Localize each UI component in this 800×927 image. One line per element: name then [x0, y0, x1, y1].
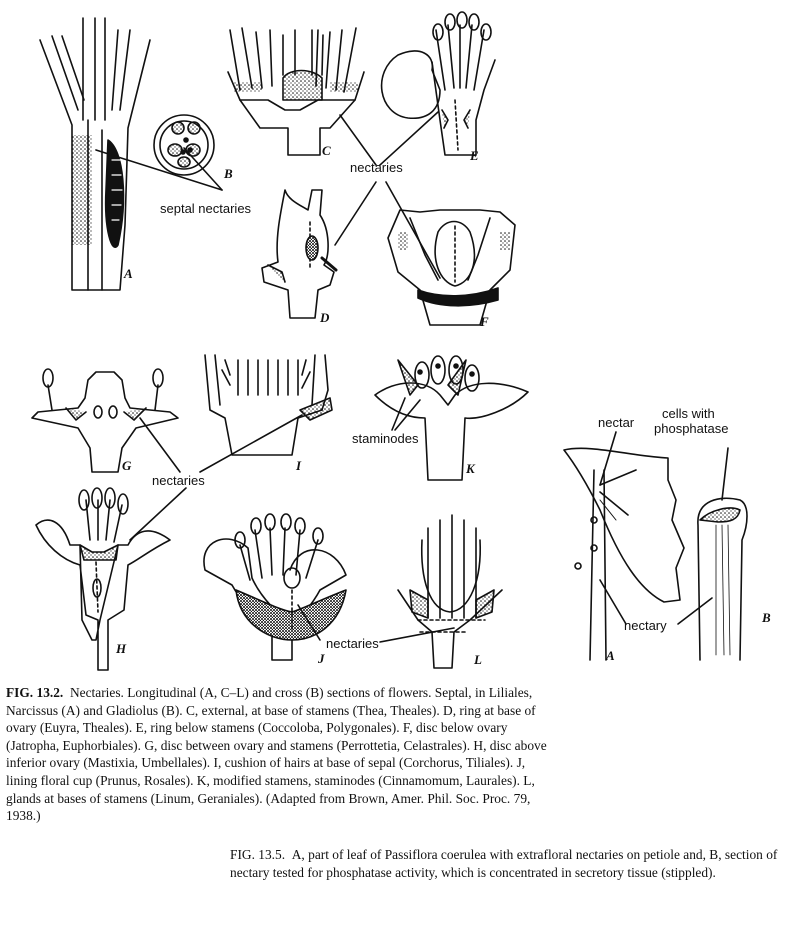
panel-c-drawing: [228, 28, 364, 155]
label-nectary: nectary: [624, 618, 667, 633]
panel-letter-j: J: [318, 651, 325, 666]
panel-letter-h: H: [116, 641, 127, 656]
label-septal-nectaries: septal nectaries: [160, 201, 252, 216]
panel-j-drawing: [204, 514, 346, 660]
panel-b-drawing: [154, 115, 214, 175]
label-staminodes: staminodes: [352, 431, 419, 446]
panel-e-drawing: [382, 12, 495, 155]
panel-letter-l: L: [474, 652, 482, 667]
panel-letter-d: D: [320, 310, 330, 325]
caption-label: FIG. 13.5.: [230, 847, 286, 862]
label-cells-with: cells with: [662, 406, 715, 421]
panel-h-drawing: [36, 488, 170, 670]
label-phosphatase: phosphatase: [654, 421, 729, 436]
label-nectaries-middle: nectaries: [152, 473, 205, 488]
panel-l-drawing: [398, 515, 502, 668]
panel-letter-f: F: [480, 314, 489, 329]
panel-k-drawing: [375, 356, 528, 480]
caption-label: FIG. 13.2.: [6, 685, 64, 700]
panel-d-drawing: [262, 190, 336, 318]
right-panel-b-drawing: [698, 448, 747, 660]
panel-letter-e: E: [470, 148, 479, 163]
right-panel-letter-b: B: [762, 610, 771, 625]
panel-letter-a: A: [124, 266, 133, 281]
panel-letter-k: K: [466, 461, 475, 476]
figure-caption-13-5: [230, 846, 792, 881]
caption-text: A, part of leaf of Passiflora coerulea with extrafloral nectaries on petiole and, B, section of nectary tested for phosphatase activity, which is concentrated in secretory tissue (stippled).: [230, 847, 778, 880]
label-nectar: nectar: [598, 415, 635, 430]
panel-i-drawing: [205, 355, 332, 455]
caption-text: Nectaries. Longitudinal (A, C–L) and cross (B) sections of flowers. Septal, in Liliales, Narcissus (A) and Gladiolus (B). C, external, at base of stamens (Thea, Theales). D, ring at base of ovary (Euyra, Theales). E, ring below stamens (Coccoloba, Polygonales). F, disc below ovary (Jatropha, Euphorbiales). G, disc between ovary and stamens (Perrottetia, Celastrales). H, disc above inferior ovary (Mastixia, Umbellales). I, cushion of hairs at base of sepal (Corchorus, Tiliales). J, lining floral cup (Prunus, Rosales). K, modified stamens, staminodes (Cinnamomum, Laurales). L, glands at bases of stamens (Linum, Geraniales). (Adapted from Brown, Amer. Phil. Soc. Proc. 79, 1938.): [6, 685, 547, 824]
panel-f-drawing: [388, 210, 515, 325]
panel-letter-g: G: [122, 458, 132, 473]
panel-a-drawing: [40, 18, 150, 290]
right-panel-letter-a: A: [606, 648, 615, 663]
label-nectaries-top: nectaries: [350, 160, 403, 175]
panel-g-drawing: [32, 369, 178, 472]
panel-letter-i: I: [296, 458, 302, 473]
figure-caption-13-2: [6, 684, 558, 825]
panel-letter-b: B: [224, 166, 233, 181]
panel-letter-c: C: [322, 143, 331, 158]
label-nectaries-bottom: nectaries: [326, 636, 379, 651]
